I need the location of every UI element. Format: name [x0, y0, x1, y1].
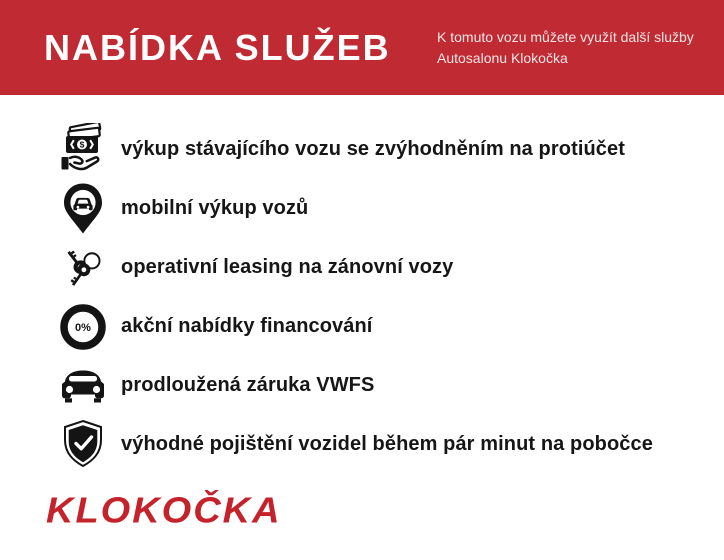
- list-item: [58, 415, 708, 474]
- service-label: mobilní výkup vozů: [121, 197, 309, 219]
- cash-in-hand-icon: [58, 122, 108, 178]
- service-label: výhodné pojištění vozidel během pár minut na pobočce: [121, 433, 653, 455]
- service-label: výkup stávajícího vozu se zvýhodněním na protiúčet: [121, 138, 626, 160]
- page-title: NABÍDKA SLUŽEB: [44, 26, 391, 68]
- car-map-pin-icon: [58, 181, 108, 237]
- list-item: [58, 356, 708, 415]
- service-label: prodloužená záruka VWFS: [121, 374, 375, 396]
- services-list: [58, 120, 708, 474]
- banner-note-line2: Autosalonu Klokočka: [437, 50, 568, 66]
- banner-note-line1: K tomuto vozu můžete využít další služby: [437, 29, 694, 45]
- keys-icon: [58, 240, 108, 296]
- svg-text:$: $: [79, 139, 85, 150]
- list-item: [58, 297, 708, 356]
- list-item: [58, 120, 708, 179]
- list-item: [58, 179, 708, 238]
- header-banner: [0, 0, 724, 95]
- shield-check-icon: [58, 417, 108, 473]
- banner-note: [437, 27, 709, 69]
- car-icon: [58, 358, 108, 414]
- service-label: akční nabídky financování: [121, 315, 373, 337]
- klokocka-logo: KLOKOČKA: [46, 491, 282, 532]
- list-item: [58, 238, 708, 297]
- service-label: operativní leasing na zánovní vozy: [121, 256, 454, 278]
- zero-percent-label: 0%: [75, 321, 91, 334]
- zero-percent-icon: [58, 299, 108, 355]
